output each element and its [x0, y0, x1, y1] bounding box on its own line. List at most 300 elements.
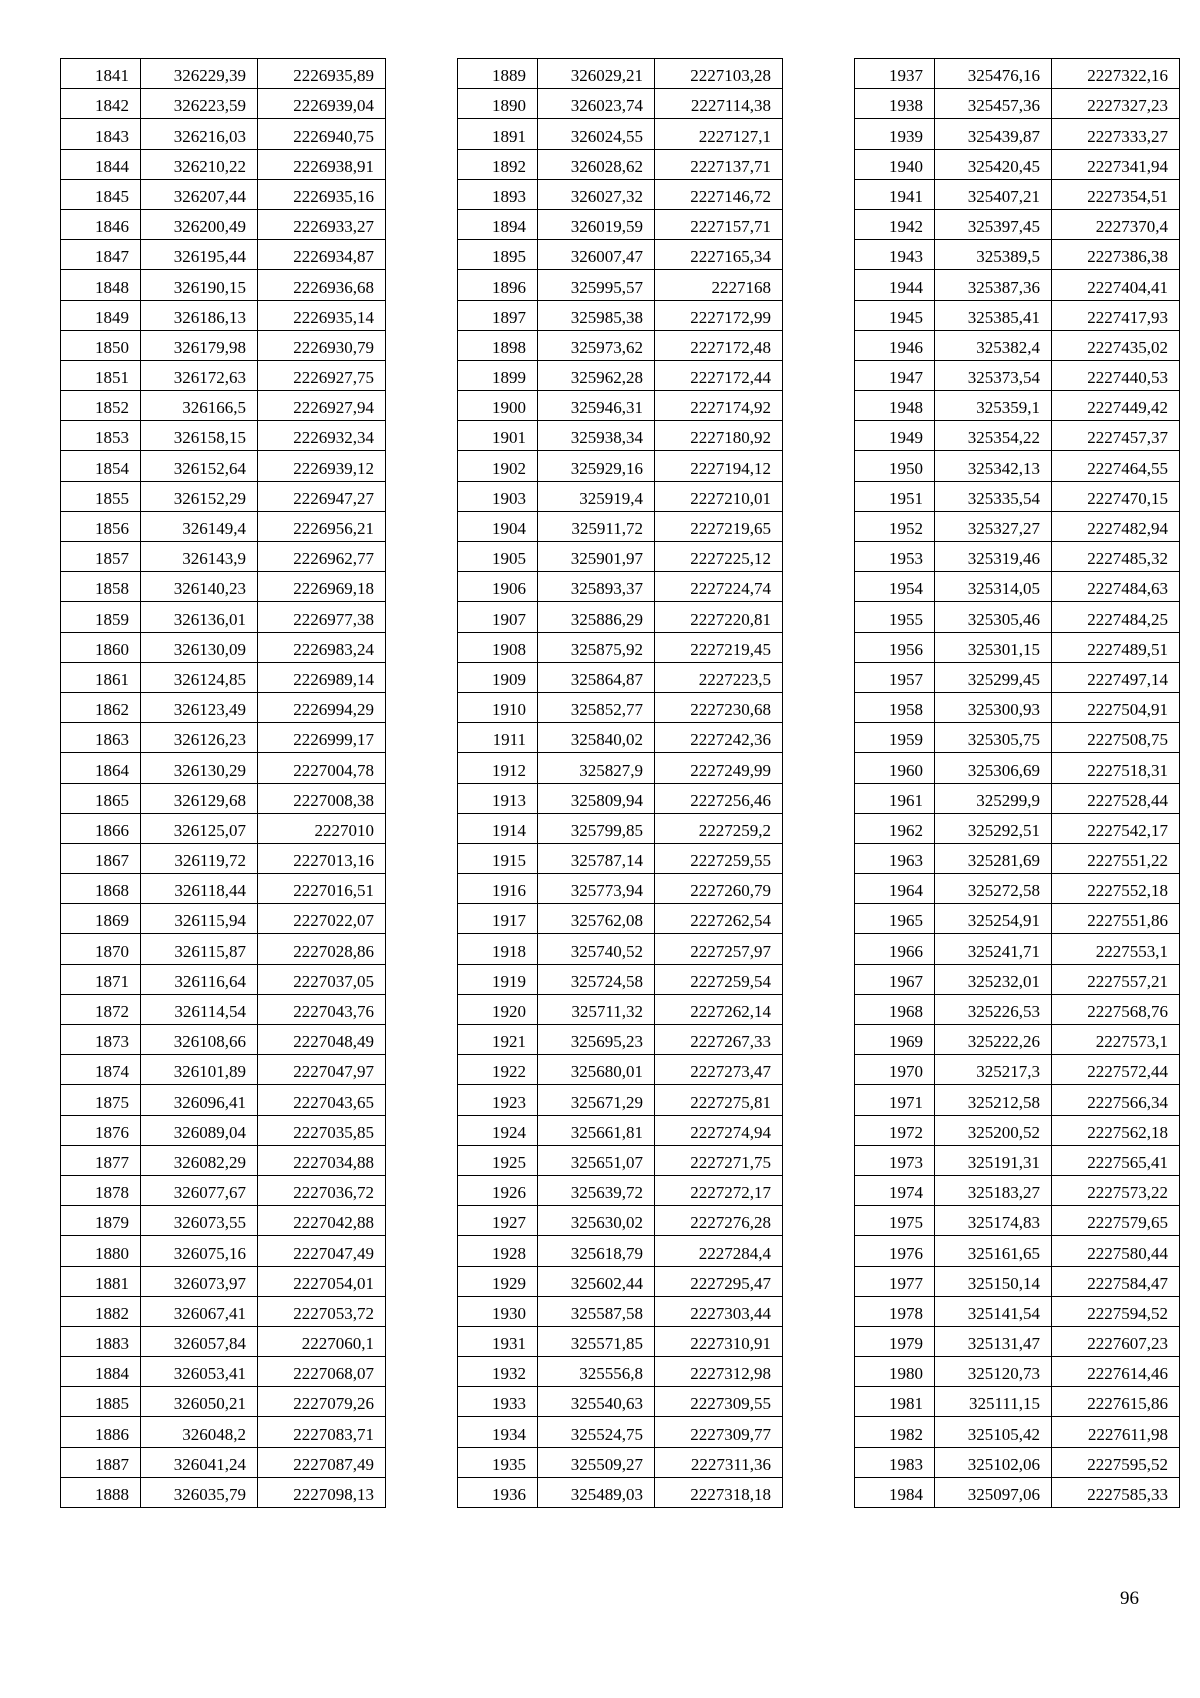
- table-row: [458, 904, 783, 934]
- x-coordinate-cell: 325639,72: [538, 1175, 655, 1205]
- y-coordinate-cell: 2227079,26: [258, 1387, 386, 1417]
- table-row: [61, 843, 386, 873]
- table-row: [61, 270, 386, 300]
- y-coordinate-cell: 2227219,45: [655, 632, 783, 662]
- y-coordinate-cell: 2226939,12: [258, 451, 386, 481]
- x-coordinate-cell: 326053,41: [141, 1357, 258, 1387]
- x-coordinate-cell: 326116,64: [141, 964, 258, 994]
- point-number-cell: 1920: [458, 994, 538, 1024]
- y-coordinate-cell: 2227551,22: [1052, 843, 1180, 873]
- x-coordinate-cell: 325314,05: [935, 572, 1052, 602]
- point-number-cell: 1860: [61, 632, 141, 662]
- y-coordinate-cell: 2227470,15: [1052, 481, 1180, 511]
- table-row: [61, 240, 386, 270]
- point-number-cell: 1973: [855, 1145, 935, 1175]
- point-number-cell: 1897: [458, 300, 538, 330]
- x-coordinate-cell: 325711,32: [538, 994, 655, 1024]
- y-coordinate-cell: 2226927,94: [258, 391, 386, 421]
- x-coordinate-cell: 326152,64: [141, 451, 258, 481]
- point-number-cell: 1844: [61, 149, 141, 179]
- point-number-cell: 1847: [61, 240, 141, 270]
- point-number-cell: 1883: [61, 1326, 141, 1356]
- point-number-cell: 1939: [855, 119, 935, 149]
- table-row: [855, 451, 1180, 481]
- point-number-cell: 1967: [855, 964, 935, 994]
- table-row: [61, 511, 386, 541]
- table-row: [855, 1115, 1180, 1145]
- y-coordinate-cell: 2227484,63: [1052, 572, 1180, 602]
- y-coordinate-cell: 2227322,16: [1052, 59, 1180, 89]
- table-row: [855, 209, 1180, 239]
- table-row: [61, 1025, 386, 1055]
- x-coordinate-cell: 326019,59: [538, 209, 655, 239]
- y-coordinate-cell: 2226934,87: [258, 240, 386, 270]
- table-row: [61, 1115, 386, 1145]
- point-number-cell: 1912: [458, 753, 538, 783]
- table-row: [458, 1417, 783, 1447]
- x-coordinate-cell: 325359,1: [935, 391, 1052, 421]
- table-row: [458, 360, 783, 390]
- table-row: [458, 209, 783, 239]
- x-coordinate-cell: 326129,68: [141, 783, 258, 813]
- y-coordinate-cell: 2226947,27: [258, 481, 386, 511]
- y-coordinate-cell: 2227614,46: [1052, 1357, 1180, 1387]
- y-coordinate-cell: 2227034,88: [258, 1145, 386, 1175]
- table-row: [458, 692, 783, 722]
- point-number-cell: 1968: [855, 994, 935, 1024]
- table-row: [458, 1236, 783, 1266]
- point-number-cell: 1873: [61, 1025, 141, 1055]
- table-row: [458, 391, 783, 421]
- point-number-cell: 1938: [855, 89, 935, 119]
- table-row: [61, 89, 386, 119]
- x-coordinate-cell: 325695,23: [538, 1025, 655, 1055]
- point-number-cell: 1914: [458, 813, 538, 843]
- table-row: [61, 481, 386, 511]
- x-coordinate-cell: 326143,9: [141, 542, 258, 572]
- x-coordinate-cell: 325191,31: [935, 1145, 1052, 1175]
- point-number-cell: 1869: [61, 904, 141, 934]
- x-coordinate-cell: 325305,75: [935, 723, 1052, 753]
- table-row: [458, 542, 783, 572]
- x-coordinate-cell: 326126,23: [141, 723, 258, 753]
- x-coordinate-cell: 325787,14: [538, 843, 655, 873]
- x-coordinate-cell: 325661,81: [538, 1115, 655, 1145]
- y-coordinate-cell: 2226933,27: [258, 209, 386, 239]
- table-row: [458, 1115, 783, 1145]
- x-coordinate-cell: 326123,49: [141, 692, 258, 722]
- y-coordinate-cell: 2227157,71: [655, 209, 783, 239]
- y-coordinate-cell: 2227242,36: [655, 723, 783, 753]
- point-number-cell: 1855: [61, 481, 141, 511]
- point-number-cell: 1940: [855, 149, 935, 179]
- table-row: [855, 89, 1180, 119]
- point-number-cell: 1949: [855, 421, 935, 451]
- table-row: [855, 1477, 1180, 1507]
- x-coordinate-cell: 325299,9: [935, 783, 1052, 813]
- table-row: [855, 300, 1180, 330]
- y-coordinate-cell: 2227035,85: [258, 1115, 386, 1145]
- point-number-cell: 1975: [855, 1206, 935, 1236]
- y-coordinate-cell: 2227028,86: [258, 934, 386, 964]
- y-coordinate-cell: 2227485,32: [1052, 542, 1180, 572]
- point-number-cell: 1922: [458, 1055, 538, 1085]
- point-number-cell: 1879: [61, 1206, 141, 1236]
- y-coordinate-cell: 2227223,5: [655, 662, 783, 692]
- point-number-cell: 1864: [61, 753, 141, 783]
- table-row: [855, 1266, 1180, 1296]
- point-number-cell: 1885: [61, 1387, 141, 1417]
- point-number-cell: 1943: [855, 240, 935, 270]
- y-coordinate-cell: 2227047,97: [258, 1055, 386, 1085]
- table-row: [458, 723, 783, 753]
- point-number-cell: 1845: [61, 179, 141, 209]
- table-row: [855, 602, 1180, 632]
- x-coordinate-cell: 325111,15: [935, 1387, 1052, 1417]
- table-row: [458, 330, 783, 360]
- table-row: [61, 451, 386, 481]
- point-number-cell: 1866: [61, 813, 141, 843]
- table-row: [61, 59, 386, 89]
- point-number-cell: 1859: [61, 602, 141, 632]
- x-coordinate-cell: 326023,74: [538, 89, 655, 119]
- x-coordinate-cell: 326077,67: [141, 1175, 258, 1205]
- table-row: [458, 783, 783, 813]
- table-row: [458, 1175, 783, 1205]
- table-row: [855, 1145, 1180, 1175]
- x-coordinate-cell: 326136,01: [141, 602, 258, 632]
- y-coordinate-cell: 2227042,88: [258, 1206, 386, 1236]
- x-coordinate-cell: 325222,26: [935, 1025, 1052, 1055]
- x-coordinate-cell: 326050,21: [141, 1387, 258, 1417]
- x-coordinate-cell: 325150,14: [935, 1266, 1052, 1296]
- table-row: [458, 964, 783, 994]
- point-number-cell: 1908: [458, 632, 538, 662]
- y-coordinate-cell: 2227272,17: [655, 1175, 783, 1205]
- point-number-cell: 1946: [855, 330, 935, 360]
- y-coordinate-cell: 2227464,55: [1052, 451, 1180, 481]
- table-row: [458, 179, 783, 209]
- y-coordinate-cell: 2227312,98: [655, 1357, 783, 1387]
- table-row: [458, 753, 783, 783]
- x-coordinate-cell: 325120,73: [935, 1357, 1052, 1387]
- x-coordinate-cell: 325929,16: [538, 451, 655, 481]
- x-coordinate-cell: 325241,71: [935, 934, 1052, 964]
- point-number-cell: 1945: [855, 300, 935, 330]
- y-coordinate-cell: 2226983,24: [258, 632, 386, 662]
- x-coordinate-cell: 326096,41: [141, 1085, 258, 1115]
- x-coordinate-cell: 325300,93: [935, 692, 1052, 722]
- table-row: [61, 209, 386, 239]
- y-coordinate-cell: 2227194,12: [655, 451, 783, 481]
- point-number-cell: 1858: [61, 572, 141, 602]
- point-number-cell: 1878: [61, 1175, 141, 1205]
- point-number-cell: 1889: [458, 59, 538, 89]
- y-coordinate-cell: 2227566,34: [1052, 1085, 1180, 1115]
- point-number-cell: 1884: [61, 1357, 141, 1387]
- table-row: [61, 662, 386, 692]
- x-coordinate-cell: 325389,5: [935, 240, 1052, 270]
- y-coordinate-cell: 2226935,14: [258, 300, 386, 330]
- y-coordinate-cell: 2226989,14: [258, 662, 386, 692]
- y-coordinate-cell: 2227276,28: [655, 1206, 783, 1236]
- table-row: [855, 934, 1180, 964]
- y-coordinate-cell: 2227098,13: [258, 1477, 386, 1507]
- y-coordinate-cell: 2227256,46: [655, 783, 783, 813]
- y-coordinate-cell: 2227318,18: [655, 1477, 783, 1507]
- table-row: [855, 511, 1180, 541]
- x-coordinate-cell: 325354,22: [935, 421, 1052, 451]
- table-row: [458, 1387, 783, 1417]
- x-coordinate-cell: 325901,97: [538, 542, 655, 572]
- x-coordinate-cell: 326200,49: [141, 209, 258, 239]
- x-coordinate-cell: 325524,75: [538, 1417, 655, 1447]
- table-row: [855, 964, 1180, 994]
- point-number-cell: 1950: [855, 451, 935, 481]
- y-coordinate-cell: 2227043,76: [258, 994, 386, 1024]
- point-number-cell: 1876: [61, 1115, 141, 1145]
- table-row: [458, 572, 783, 602]
- x-coordinate-cell: 326007,47: [538, 240, 655, 270]
- y-coordinate-cell: 2227114,38: [655, 89, 783, 119]
- table-row: [855, 1387, 1180, 1417]
- point-number-cell: 1887: [61, 1447, 141, 1477]
- y-coordinate-cell: 2227482,94: [1052, 511, 1180, 541]
- table-row: [61, 119, 386, 149]
- y-coordinate-cell: 2227037,05: [258, 964, 386, 994]
- table-row: [61, 1206, 386, 1236]
- table-row: [458, 240, 783, 270]
- point-number-cell: 1944: [855, 270, 935, 300]
- page-number: 96: [1120, 1588, 1139, 1609]
- point-number-cell: 1948: [855, 391, 935, 421]
- table-row: [61, 1266, 386, 1296]
- table-row: [855, 330, 1180, 360]
- x-coordinate-cell: 325587,58: [538, 1296, 655, 1326]
- y-coordinate-cell: 2227008,38: [258, 783, 386, 813]
- x-coordinate-cell: 325292,51: [935, 813, 1052, 843]
- x-coordinate-cell: 326140,23: [141, 572, 258, 602]
- y-coordinate-cell: 2227310,91: [655, 1326, 783, 1356]
- x-coordinate-cell: 325946,31: [538, 391, 655, 421]
- y-coordinate-cell: 2227585,33: [1052, 1477, 1180, 1507]
- coordinate-table-2: [457, 58, 783, 1508]
- table-row: [61, 874, 386, 904]
- y-coordinate-cell: 2227257,97: [655, 934, 783, 964]
- point-number-cell: 1894: [458, 209, 538, 239]
- table-row: [61, 994, 386, 1024]
- x-coordinate-cell: 325281,69: [935, 843, 1052, 873]
- table-row: [61, 904, 386, 934]
- table-row: [458, 119, 783, 149]
- x-coordinate-cell: 325938,34: [538, 421, 655, 451]
- point-number-cell: 1952: [855, 511, 935, 541]
- y-coordinate-cell: 2227573,22: [1052, 1175, 1180, 1205]
- y-coordinate-cell: 2227404,41: [1052, 270, 1180, 300]
- x-coordinate-cell: 325174,83: [935, 1206, 1052, 1236]
- table-row: [855, 542, 1180, 572]
- table-row: [458, 89, 783, 119]
- table-row: [855, 421, 1180, 451]
- y-coordinate-cell: 2226935,16: [258, 179, 386, 209]
- table-row: [855, 1025, 1180, 1055]
- point-number-cell: 1903: [458, 481, 538, 511]
- y-coordinate-cell: 2226969,18: [258, 572, 386, 602]
- x-coordinate-cell: 325420,45: [935, 149, 1052, 179]
- y-coordinate-cell: 2227557,21: [1052, 964, 1180, 994]
- table-row: [855, 572, 1180, 602]
- point-number-cell: 1917: [458, 904, 538, 934]
- table-row: [855, 360, 1180, 390]
- x-coordinate-cell: 325407,21: [935, 179, 1052, 209]
- point-number-cell: 1937: [855, 59, 935, 89]
- table-row: [458, 1055, 783, 1085]
- y-coordinate-cell: 2227327,23: [1052, 89, 1180, 119]
- y-coordinate-cell: 2227004,78: [258, 753, 386, 783]
- point-number-cell: 1892: [458, 149, 538, 179]
- point-number-cell: 1964: [855, 874, 935, 904]
- x-coordinate-cell: 325397,45: [935, 209, 1052, 239]
- table-row: [61, 1175, 386, 1205]
- y-coordinate-cell: 2227595,52: [1052, 1447, 1180, 1477]
- y-coordinate-cell: 2227010: [258, 813, 386, 843]
- x-coordinate-cell: 325200,52: [935, 1115, 1052, 1145]
- table-row: [61, 421, 386, 451]
- y-coordinate-cell: 2226936,68: [258, 270, 386, 300]
- point-number-cell: 1974: [855, 1175, 935, 1205]
- y-coordinate-cell: 2227016,51: [258, 874, 386, 904]
- x-coordinate-cell: 325556,8: [538, 1357, 655, 1387]
- x-coordinate-cell: 326119,72: [141, 843, 258, 873]
- table-row: [458, 1266, 783, 1296]
- table-row: [61, 1477, 386, 1507]
- x-coordinate-cell: 326223,59: [141, 89, 258, 119]
- x-coordinate-cell: 326115,87: [141, 934, 258, 964]
- table-row: [458, 934, 783, 964]
- table-row: [855, 119, 1180, 149]
- point-number-cell: 1921: [458, 1025, 538, 1055]
- point-number-cell: 1841: [61, 59, 141, 89]
- x-coordinate-cell: 326041,24: [141, 1447, 258, 1477]
- x-coordinate-cell: 325985,38: [538, 300, 655, 330]
- point-number-cell: 1890: [458, 89, 538, 119]
- table-row: [61, 149, 386, 179]
- y-coordinate-cell: 2227060,1: [258, 1326, 386, 1356]
- point-number-cell: 1963: [855, 843, 935, 873]
- point-number-cell: 1930: [458, 1296, 538, 1326]
- point-number-cell: 1979: [855, 1326, 935, 1356]
- x-coordinate-cell: 325105,42: [935, 1417, 1052, 1447]
- table-row: [855, 1447, 1180, 1477]
- table-row: [855, 1417, 1180, 1447]
- point-number-cell: 1924: [458, 1115, 538, 1145]
- x-coordinate-cell: 326057,84: [141, 1326, 258, 1356]
- table-row: [855, 1326, 1180, 1356]
- y-coordinate-cell: 2227354,51: [1052, 179, 1180, 209]
- y-coordinate-cell: 2227504,91: [1052, 692, 1180, 722]
- table-row: [61, 1447, 386, 1477]
- x-coordinate-cell: 326149,4: [141, 511, 258, 541]
- table-row: [855, 1206, 1180, 1236]
- table-row: [855, 813, 1180, 843]
- point-number-cell: 1976: [855, 1236, 935, 1266]
- point-number-cell: 1934: [458, 1417, 538, 1447]
- x-coordinate-cell: 325306,69: [935, 753, 1052, 783]
- y-coordinate-cell: 2227489,51: [1052, 632, 1180, 662]
- point-number-cell: 1958: [855, 692, 935, 722]
- y-coordinate-cell: 2227224,74: [655, 572, 783, 602]
- table-row: [458, 1447, 783, 1477]
- point-number-cell: 1891: [458, 119, 538, 149]
- y-coordinate-cell: 2227036,72: [258, 1175, 386, 1205]
- table-row: [855, 753, 1180, 783]
- table-row: [458, 511, 783, 541]
- y-coordinate-cell: 2227249,99: [655, 753, 783, 783]
- x-coordinate-cell: 325680,01: [538, 1055, 655, 1085]
- table-row: [458, 994, 783, 1024]
- x-coordinate-cell: 326048,2: [141, 1417, 258, 1447]
- point-number-cell: 1962: [855, 813, 935, 843]
- y-coordinate-cell: 2227220,81: [655, 602, 783, 632]
- y-coordinate-cell: 2227103,28: [655, 59, 783, 89]
- point-number-cell: 1929: [458, 1266, 538, 1296]
- x-coordinate-cell: 325489,03: [538, 1477, 655, 1507]
- y-coordinate-cell: 2227273,47: [655, 1055, 783, 1085]
- x-coordinate-cell: 326125,07: [141, 813, 258, 843]
- point-number-cell: 1970: [855, 1055, 935, 1085]
- y-coordinate-cell: 2227259,54: [655, 964, 783, 994]
- y-coordinate-cell: 2227309,77: [655, 1417, 783, 1447]
- y-coordinate-cell: 2226932,34: [258, 421, 386, 451]
- table-row: [61, 179, 386, 209]
- y-coordinate-cell: 2226939,04: [258, 89, 386, 119]
- point-number-cell: 1981: [855, 1387, 935, 1417]
- table-row: [855, 1357, 1180, 1387]
- y-coordinate-cell: 2227370,4: [1052, 209, 1180, 239]
- point-number-cell: 1863: [61, 723, 141, 753]
- y-coordinate-cell: 2227219,65: [655, 511, 783, 541]
- x-coordinate-cell: 325799,85: [538, 813, 655, 843]
- y-coordinate-cell: 2227275,81: [655, 1085, 783, 1115]
- table-row: [458, 874, 783, 904]
- point-number-cell: 1849: [61, 300, 141, 330]
- table-row: [61, 1326, 386, 1356]
- table-row: [855, 692, 1180, 722]
- x-coordinate-cell: 326101,89: [141, 1055, 258, 1085]
- y-coordinate-cell: 2227047,49: [258, 1236, 386, 1266]
- x-coordinate-cell: 325299,45: [935, 662, 1052, 692]
- x-coordinate-cell: 325387,36: [935, 270, 1052, 300]
- x-coordinate-cell: 325995,57: [538, 270, 655, 300]
- x-coordinate-cell: 326210,22: [141, 149, 258, 179]
- y-coordinate-cell: 2226999,17: [258, 723, 386, 753]
- point-number-cell: 1893: [458, 179, 538, 209]
- y-coordinate-cell: 2227259,2: [655, 813, 783, 843]
- point-number-cell: 1916: [458, 874, 538, 904]
- y-coordinate-cell: 2227568,76: [1052, 994, 1180, 1024]
- y-coordinate-cell: 2226940,75: [258, 119, 386, 149]
- x-coordinate-cell: 325740,52: [538, 934, 655, 964]
- point-number-cell: 1842: [61, 89, 141, 119]
- y-coordinate-cell: 2227172,99: [655, 300, 783, 330]
- x-coordinate-cell: 326024,55: [538, 119, 655, 149]
- x-coordinate-cell: 325385,41: [935, 300, 1052, 330]
- point-number-cell: 1969: [855, 1025, 935, 1055]
- x-coordinate-cell: 325161,65: [935, 1236, 1052, 1266]
- y-coordinate-cell: 2227048,49: [258, 1025, 386, 1055]
- point-number-cell: 1896: [458, 270, 538, 300]
- x-coordinate-cell: 325827,9: [538, 753, 655, 783]
